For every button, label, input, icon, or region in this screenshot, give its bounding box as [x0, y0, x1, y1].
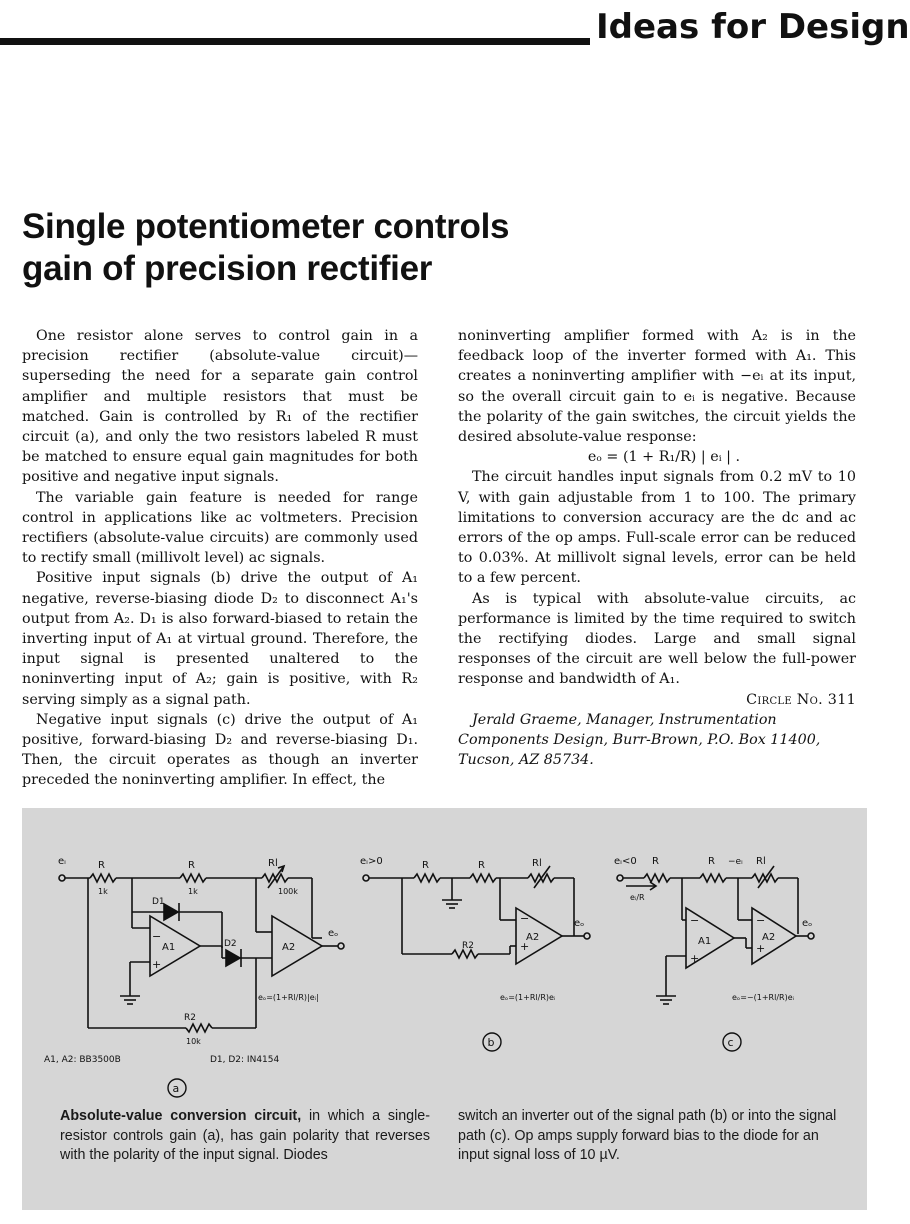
label-b-eo: eₒ [574, 918, 585, 929]
circle-number: Circle No. 311 [746, 691, 856, 708]
label-c-rl: Rl [756, 856, 766, 867]
label-c-a2-minus: − [756, 914, 766, 927]
label-a-plus: + [152, 958, 162, 971]
label-a-r2: R [188, 860, 195, 871]
paragraph: The variable gain feature is needed for range control in applications like ac voltmeters. Precision rectifiers (absolute-value circuits) are commonly used to rectify small (millivolt level) ac signals. [22, 489, 418, 567]
label-b-formula: eₒ=(1+Rl/R)eᵢ [500, 993, 556, 1002]
right-column [458, 326, 856, 770]
paragraph: noninverting amplifier formed with A₂ is in the feedback loop of the inverter formed with A₁. This creates a noninverting amplifier with −eᵢ at its input, so the overall circuit gain to eᵢ is negative. Because the polarity of the gain switches, the circuit yields the desired absolute-value response: [458, 328, 856, 446]
figure-label-a: a [172, 1082, 180, 1095]
paragraph: As is typical with absolute-value circuits, ac performance is limited by the time required to switch the rectifying diodes. Large and small signal responses of the circuit are well below the full-power response and bandwidth of A₁. [458, 590, 856, 688]
label-a-r2b-val: 10k [186, 1037, 201, 1046]
label-b-a2: A2 [526, 932, 540, 943]
label-c-a1: A1 [698, 936, 712, 947]
label-c-r1: R [652, 856, 659, 867]
label-a-r1-val: 1k [98, 887, 108, 896]
label-c-ei: eᵢ<0 [614, 856, 637, 867]
parts-diodes: D1, D2: IN4154 [210, 1055, 280, 1065]
left-column [22, 326, 418, 791]
label-b-rl: Rl [532, 858, 542, 869]
label-a-rl-val: 100k [278, 887, 298, 896]
label-c-r2: R [708, 856, 715, 867]
label-b-r1: R [422, 860, 429, 871]
label-c-current: eᵢ/R [630, 893, 645, 902]
caption-text-left: in which a single-resistor controls gain (a), has gain polarity that reverses with the polarity of the input signal. Diodes [60, 1108, 430, 1163]
label-a-formula: eₒ=(1+Rl/R)|eᵢ| [258, 993, 319, 1002]
label-a-minus: − [152, 930, 162, 943]
author-credit: Jerald Graeme, Manager, Instrumentation Components Design, Burr-Brown, P.O. Box 11400, Tucson, AZ 85734. [458, 711, 821, 769]
label-c-a1-plus: + [690, 952, 700, 965]
caption-right: switch an inverter out of the signal path (b) or into the signal path (c). Op amps supply forward bias to the diode for an input signal loss of 10 µV. [458, 1108, 837, 1163]
paragraph: Negative input signals (c) drive the output of A₁ positive, forward-biasing D₂ and reverse-biasing D₁. Then, the circuit operates as though an inverter preceded the noninverting amplifier. In effect, the [22, 711, 418, 789]
label-b-ei: eᵢ>0 [360, 856, 383, 867]
label-c-minus-ei: −eᵢ [728, 857, 743, 867]
label-a-r2b: R2 [184, 1013, 196, 1023]
section-tag: Ideas for Design [596, 7, 910, 47]
equation: eₒ = (1 + R₁/R) | eᵢ | . [587, 449, 741, 466]
label-a-ei: eᵢ [58, 856, 66, 867]
label-c-a2: A2 [762, 932, 776, 943]
label-a-r2-val: 1k [188, 887, 198, 896]
figure-label-c: c [727, 1036, 734, 1049]
label-b-r2: R [478, 860, 485, 871]
header-rule [0, 38, 590, 45]
label-b-r2b: R2 [462, 941, 474, 951]
paragraph: Positive input signals (b) drive the output of A₁ negative, reverse-biasing diode D₂ to disconnect A₁'s output from A₂. D₁ is also forward-biased to retain the inverting input of A₁ at virtual ground. Therefore, the input signal is presented unaltered to the noninverting input of A₂; gain is positive, with R₂ serving simply as a signal path. [22, 570, 418, 708]
label-b-plus: + [520, 940, 530, 953]
label-a-a2: A2 [282, 942, 296, 953]
label-a-rl: Rl [268, 858, 278, 869]
parts-amps: A1, A2: BB3500B [44, 1055, 121, 1065]
label-c-a1-minus: − [690, 914, 700, 927]
label-a-a1: A1 [162, 942, 176, 953]
caption-left [60, 1107, 430, 1166]
circuit-diagrams [22, 808, 867, 1128]
caption-title: Absolute-value conversion circuit, [60, 1108, 302, 1124]
paragraph: The circuit handles input signals from 0.2 mV to 10 V, with gain adjustable from 1 to 100. The primary limitations to conversion accuracy are the dc and ac errors of the op amps. Full-scale error can be reduced to 0.03%. At millivolt signal levels, error can be held to a few percent. [458, 469, 856, 587]
label-a-d2: D2 [224, 939, 237, 949]
label-a-r1: R [98, 860, 105, 871]
article-title [22, 206, 662, 290]
paragraph: One resistor alone serves to control gain in a precision rectifier (absolute-value circuit)—superseding the need for a separate gain control amplifier and multiple resistors that must be matched. Gain is controlled by R₁ of the rectifier circuit (a), and only the two resistors labeled R must be matched to ensure equal gain magnitudes for both positive and negative input signals. [22, 328, 418, 486]
label-b-minus: − [520, 912, 530, 925]
label-a-eo: eₒ [328, 928, 339, 939]
title-line-1: Single potentiometer controls [22, 207, 510, 246]
label-a-d1: D1 [152, 897, 165, 907]
title-line-2: gain of precision rectifier [22, 249, 433, 288]
label-c-formula: eₒ=−(1+Rl/R)eᵢ [732, 993, 795, 1002]
label-c-a2-plus: + [756, 942, 766, 955]
figure-label-b: b [487, 1036, 495, 1049]
label-c-eo: eₒ [802, 918, 813, 929]
